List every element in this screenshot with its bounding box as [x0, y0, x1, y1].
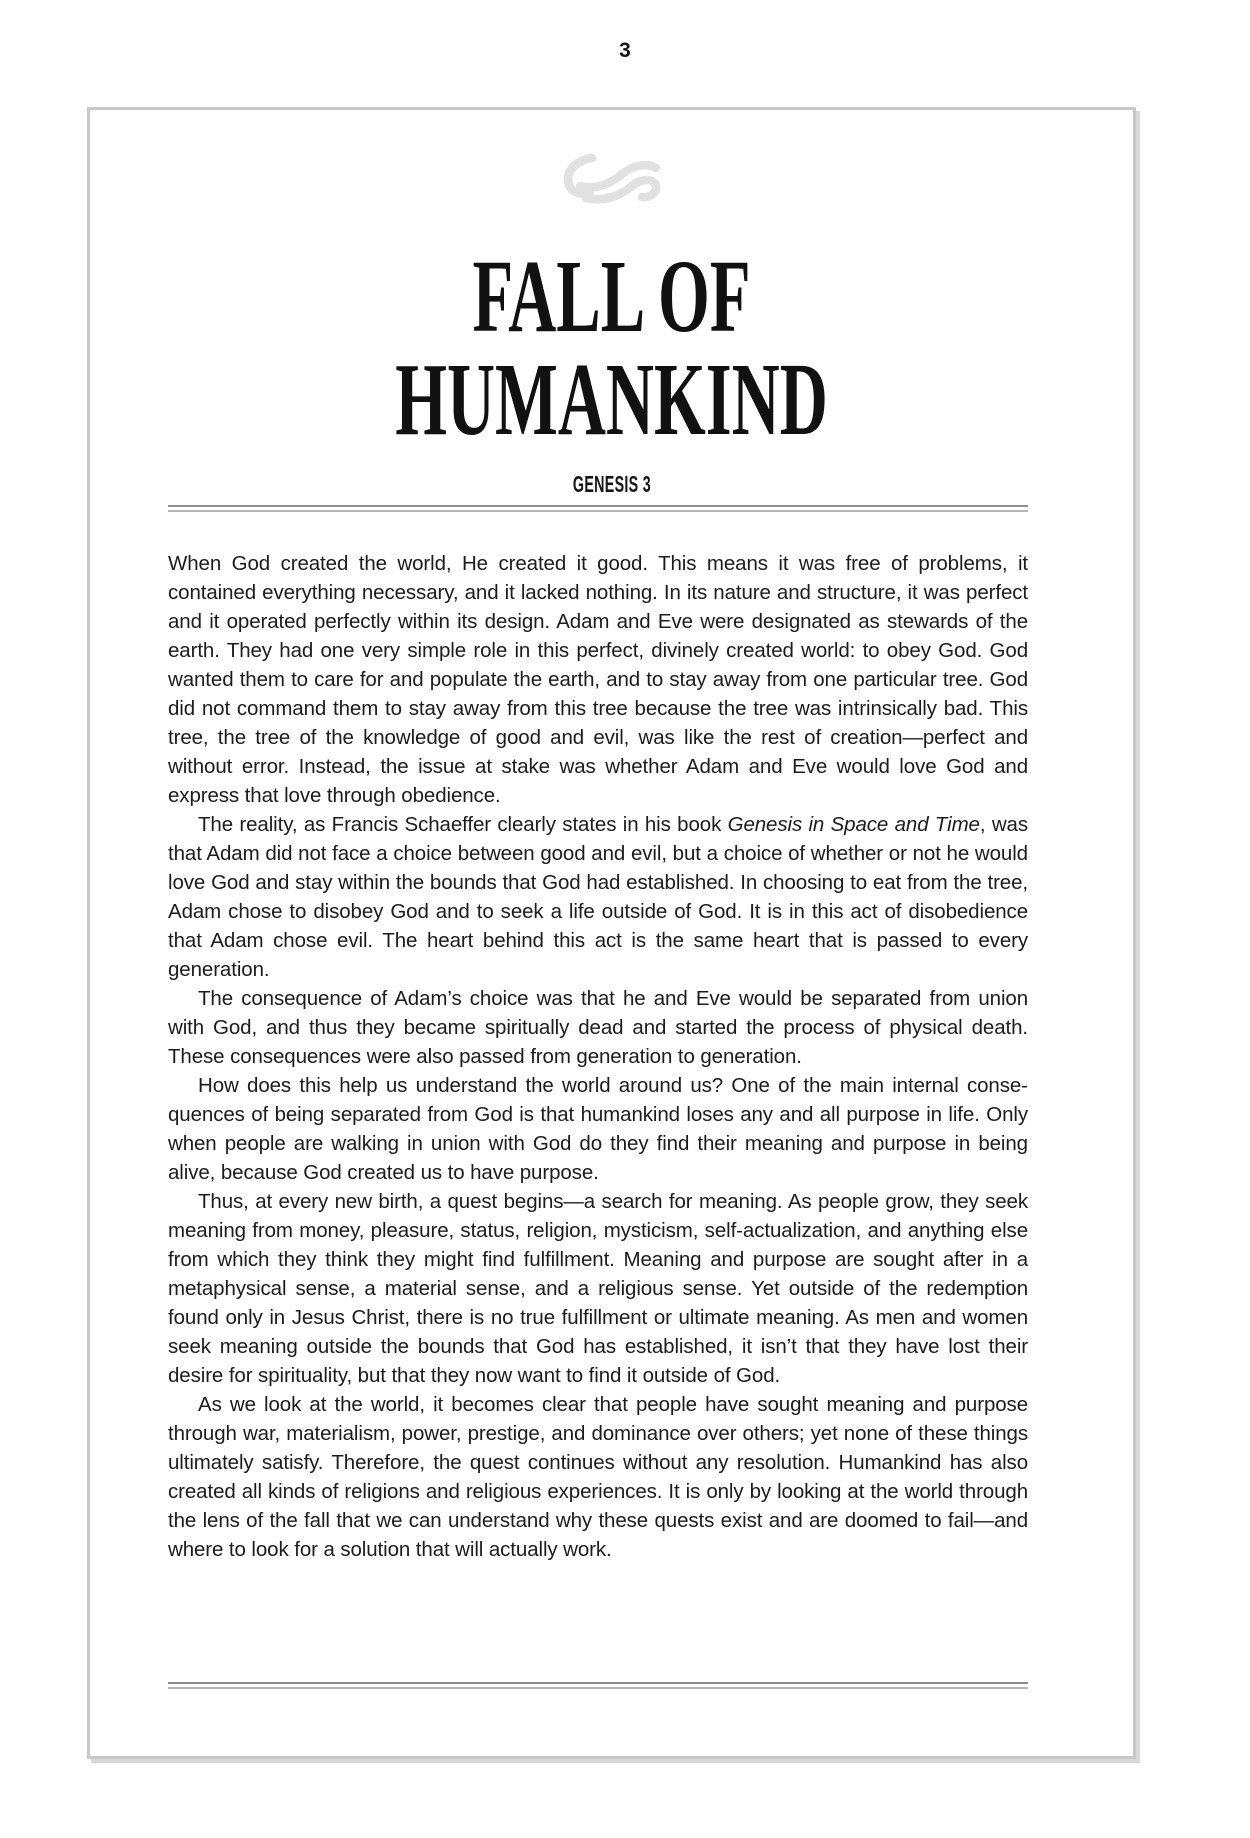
paragraph-3: The consequence of Adam’s choice was that he and Eve would be separated from union with God, and thus they became spiritually dead and started the process of physical death. These consequences were also passed from generation to generation.: [168, 987, 1028, 1068]
paragraph-2: [168, 810, 1028, 984]
paragraph-2-text: The reality, as Francis Schaeffer clearly states in his book: [198, 813, 728, 836]
page-number: 3: [619, 39, 631, 62]
chapter-title-line2: HUMANKIND: [395, 342, 828, 457]
chapter-title-line1: FALL OF: [472, 239, 751, 354]
top-divider: [168, 505, 1028, 512]
paragraph-6: As we look at the world, it becomes clear that people have sought meaning and purpose through war, materialism, power, prestige, and dominance over others; yet none of these things ultimately satisfy. Therefore, the quest continues without any resolution. Humankind has also created all kinds of religions and religious experiences. It is only by looking at the world through the lens of the fall that we can understand why these quests exist and are doomed to fail—and where to look for a solution that will actually work.: [168, 1393, 1028, 1561]
bottom-divider: [168, 1682, 1028, 1689]
chapter-title: [90, 239, 1133, 457]
chapter-body: [168, 549, 1028, 1564]
swirl-flourish-icon: [552, 142, 672, 204]
page-sheet: [87, 107, 1136, 1759]
chapter-subtitle-text: GENESIS 3: [572, 471, 651, 497]
paragraph-5: Thus, at every new birth, a quest begins—a search for meaning. As people grow, they seek meaning from money, pleasure, status, religion, mysticism, self-actualization, and anything else from which they think they might find fulfillment. Meaning and purpose are sought after in a metaphysical sense, a material sense, and a religious sense. Yet outside of the redemption found only in Jesus Christ, there is no true fulfillment or ultimate meaning. As men and women seek meaning outside the bounds that God has established, it isn’t that they have lost their desire for spirituality, but that they now want to find it outside of God.: [168, 1190, 1028, 1387]
paragraph-4: How does this help us understand the world around us? One of the main internal consequences of being separated from God is that humankind loses any and all purpose in life. Only when people are walking in union with God do they find their meaning and purpose in being alive, because God created us to have purpose.: [168, 1074, 1028, 1184]
paragraph-1: When God created the world, He created it good. This means it was free of problems, it contained everything necessary, and it lacked nothing. In its nature and structure, it was perfect and it operated perfectly within its design. Adam and Eve were designated as stewards of the earth. They had one very simple role in this perfect, divinely created world: to obey God. God wanted them to care for and populate the earth, and to stay away from one particular tree. God did not command them to stay away from this tree because the tree was intrinsically bad. This tree, the tree of the knowledge of good and evil, was like the rest of creation—perfect and without error. Instead, the issue at stake was whether Adam and Eve would love God and express that love through obedience.: [168, 552, 1028, 807]
chapter-subtitle: [90, 472, 1133, 497]
paragraph-2-text-continued: , was that Adam did not face a choice between good and evil, but a choice of whether or not he would love God and stay within the bounds that God had established. In choosing to eat from the tree, Adam chose to disobey God and to seek a life outside of God. It is in this act of disobedience that Adam chose evil. The heart behind this act is the same heart that is passed to every generation.: [168, 813, 1028, 981]
cited-book-title: Genesis in Space and Time: [727, 813, 980, 836]
